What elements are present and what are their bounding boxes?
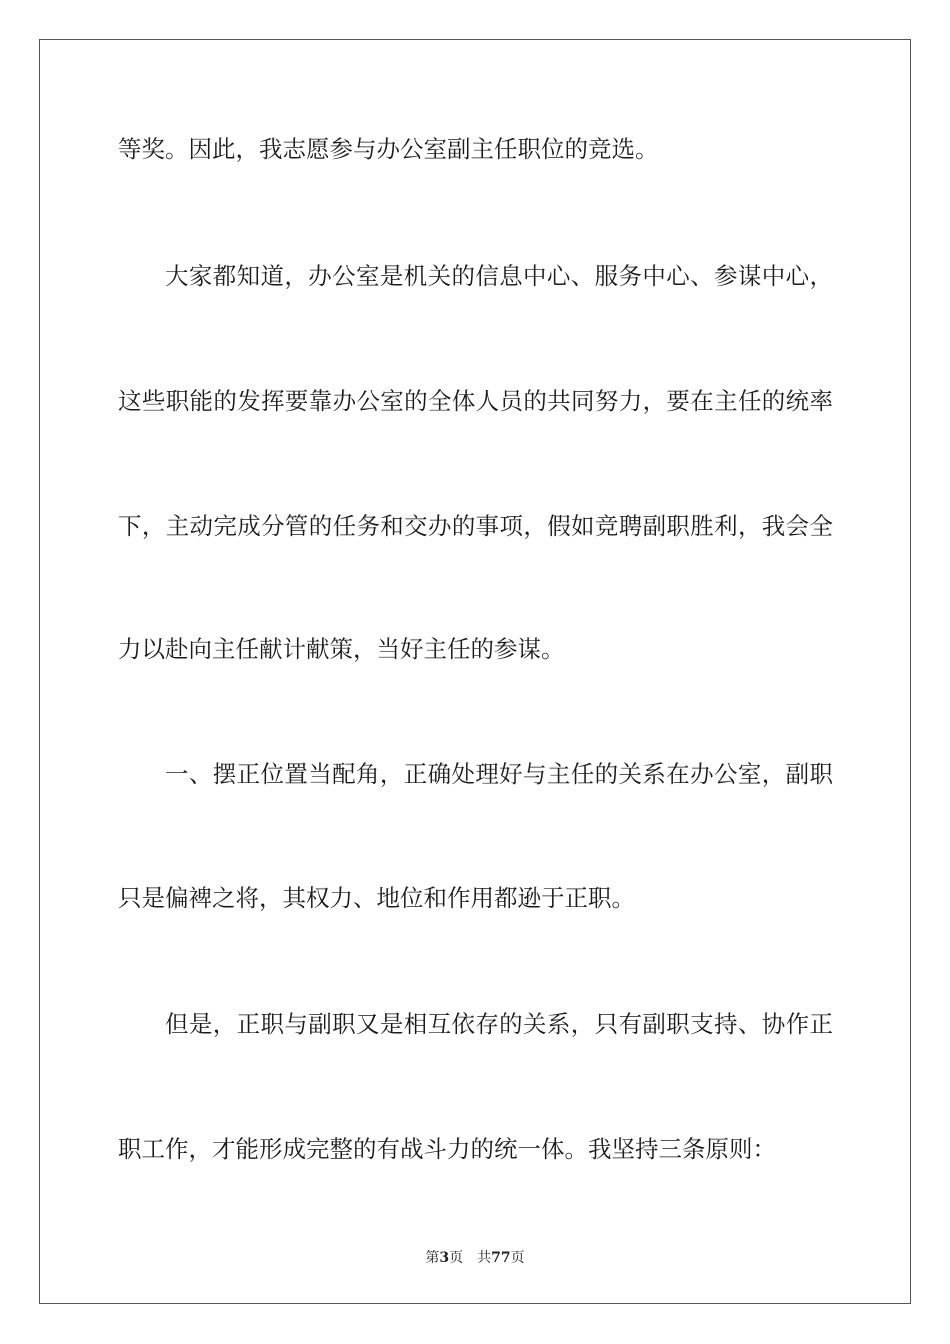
- total-suffix: 页: [510, 1250, 525, 1266]
- page-prefix: 第: [425, 1250, 440, 1266]
- page-number: 3: [439, 1250, 450, 1266]
- page-footer: [0, 1247, 950, 1267]
- text-line-7: 只是偏裨之将，其权力、地位和作用都逊于正职。: [118, 884, 635, 912]
- page-suffix: 页: [449, 1250, 464, 1266]
- text-line-1: 等奖。因此，我志愿参与办公室副主任职位的竞选。: [118, 135, 659, 163]
- text-line-8: 但是，正职与副职又是相互依存的关系，只有副职支持、协作正: [165, 1010, 833, 1038]
- page-border: [39, 39, 911, 1304]
- total-pages: 77: [491, 1250, 511, 1266]
- text-line-4: 下，主动完成分管的任务和交办的事项，假如竞聘副职胜利，我会全: [118, 512, 833, 540]
- text-line-9: 职工作，才能形成完整的有战斗力的统一体。我坚持三条原则：: [118, 1135, 776, 1163]
- text-line-2: 大家都知道，办公室是机关的信息中心、服务中心、参谋中心，: [165, 262, 833, 290]
- text-line-3: 这些职能的发挥要靠办公室的全体人员的共同努力，要在主任的统率: [118, 387, 833, 415]
- text-line-5: 力以赴向主任献计献策，当好主任的参谋。: [118, 635, 565, 663]
- total-prefix: 共: [477, 1250, 492, 1266]
- text-line-6: 一、摆正位置当配角，正确处理好与主任的关系在办公室，副职: [165, 760, 833, 788]
